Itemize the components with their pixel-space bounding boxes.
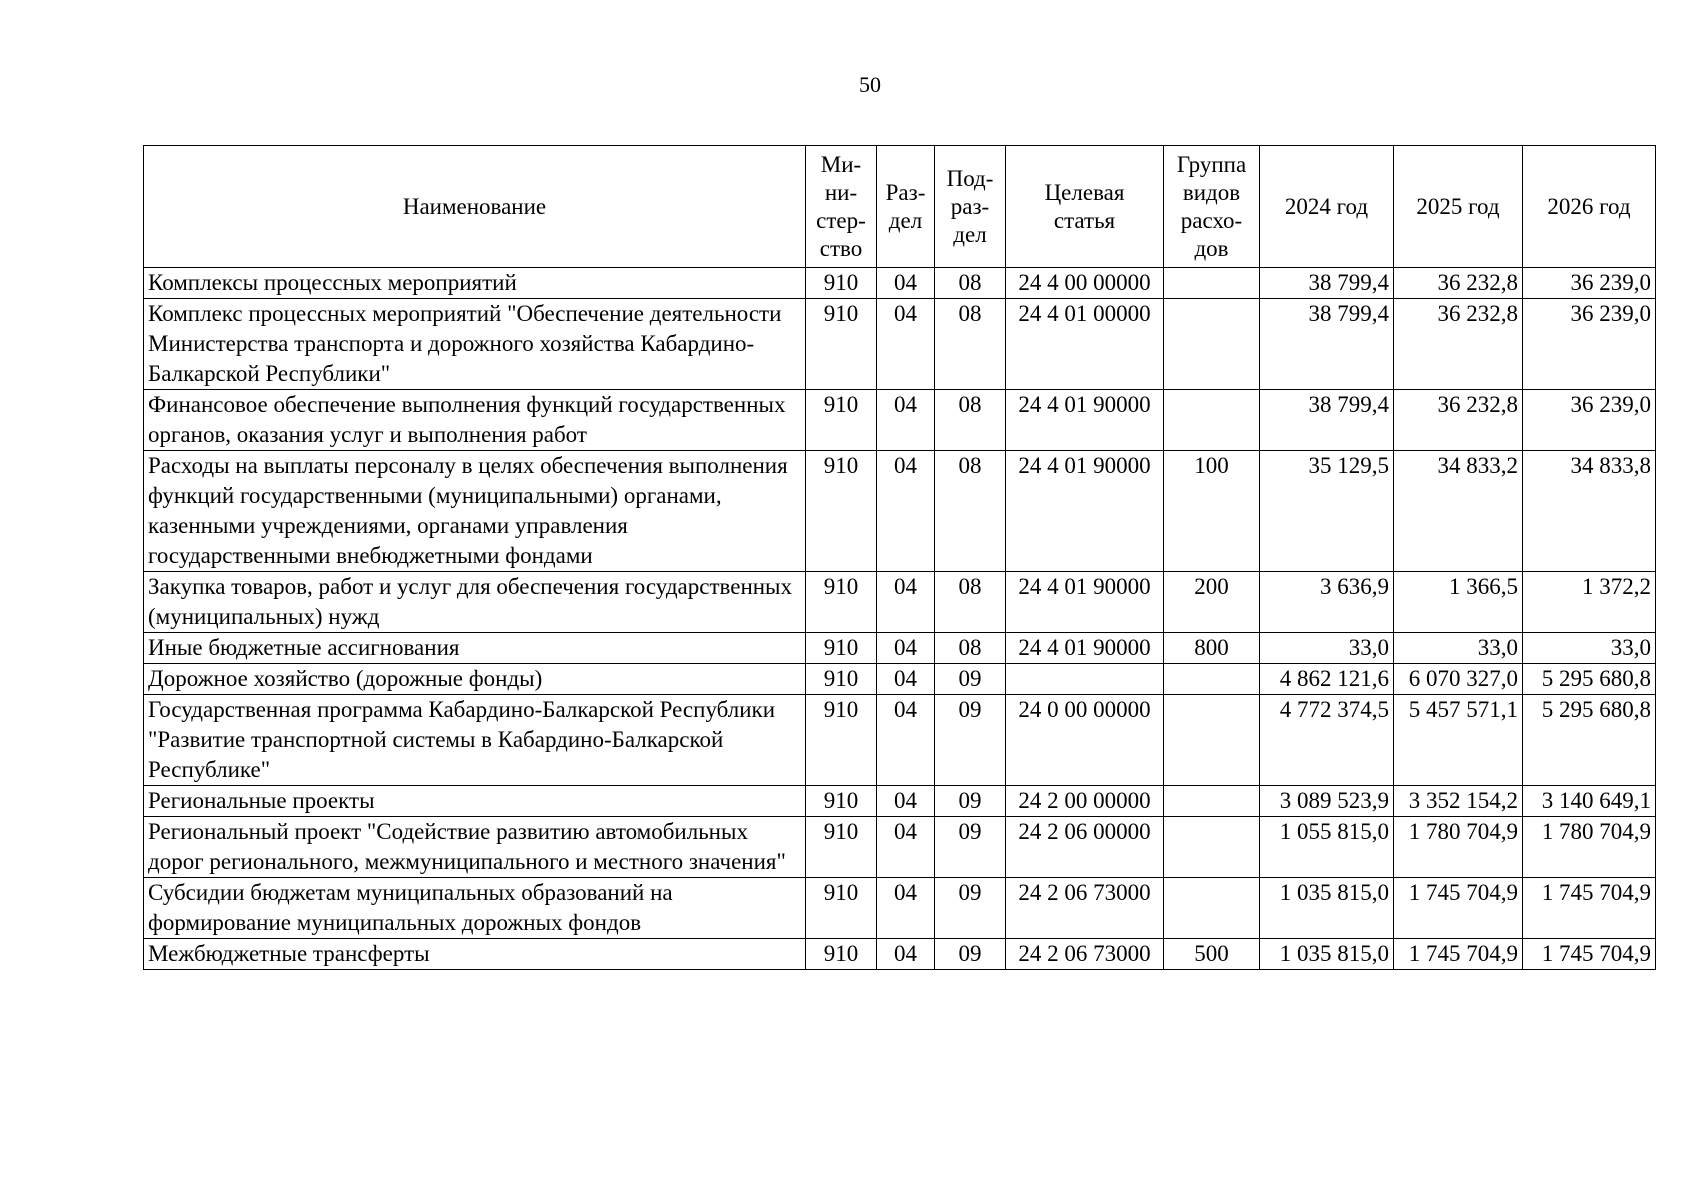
row-amount-2025: 34 833,2 (1394, 451, 1523, 572)
table-row (144, 633, 1656, 664)
row-expense-group (1164, 878, 1260, 939)
row-amount-2024: 3 089 523,9 (1260, 786, 1394, 817)
row-name: Дорожное хозяйство (дорожные фонды) (144, 664, 806, 695)
table-header-row (144, 146, 1656, 268)
table-row (144, 939, 1656, 970)
table-row (144, 390, 1656, 451)
row-subsection: 08 (935, 572, 1006, 633)
row-amount-2026: 36 239,0 (1523, 299, 1656, 390)
row-amount-2026: 1 372,2 (1523, 572, 1656, 633)
page-number: 50 (859, 72, 881, 97)
row-expense-group (1164, 268, 1260, 299)
row-amount-2024: 1 055 815,0 (1260, 817, 1394, 878)
row-section: 04 (877, 695, 935, 786)
row-expense-group: 200 (1164, 572, 1260, 633)
row-section: 04 (877, 572, 935, 633)
row-target-article: 24 4 01 90000 (1006, 451, 1164, 572)
row-section: 04 (877, 451, 935, 572)
row-section: 04 (877, 268, 935, 299)
row-target-article: 24 4 01 90000 (1006, 390, 1164, 451)
row-amount-2024: 4 772 374,5 (1260, 695, 1394, 786)
row-expense-group (1164, 695, 1260, 786)
row-section: 04 (877, 817, 935, 878)
header-section: Раз- дел (877, 146, 935, 268)
row-ministry: 910 (806, 572, 877, 633)
header-year-2024: 2024 год (1260, 146, 1394, 268)
row-subsection: 08 (935, 390, 1006, 451)
row-amount-2024: 35 129,5 (1260, 451, 1394, 572)
row-target-article (1006, 664, 1164, 695)
row-expense-group (1164, 664, 1260, 695)
row-name: Комплекс процессных мероприятий "Обеспечение деятельности Министерства транспорта и дорожного хозяйства Кабардино-Балкарской Республики" (144, 299, 806, 390)
row-ministry: 910 (806, 817, 877, 878)
row-expense-group (1164, 299, 1260, 390)
row-ministry: 910 (806, 299, 877, 390)
row-amount-2024: 33,0 (1260, 633, 1394, 664)
table-row (144, 572, 1656, 633)
table-row (144, 695, 1656, 786)
row-amount-2025: 3 352 154,2 (1394, 786, 1523, 817)
row-amount-2025: 36 232,8 (1394, 299, 1523, 390)
row-amount-2025: 33,0 (1394, 633, 1523, 664)
row-subsection: 08 (935, 268, 1006, 299)
table-row (144, 299, 1656, 390)
row-ministry: 910 (806, 633, 877, 664)
row-section: 04 (877, 878, 935, 939)
row-section: 04 (877, 664, 935, 695)
row-name: Региональные проекты (144, 786, 806, 817)
row-subsection: 08 (935, 451, 1006, 572)
row-target-article: 24 4 01 90000 (1006, 633, 1164, 664)
row-amount-2025: 1 780 704,9 (1394, 817, 1523, 878)
row-subsection: 09 (935, 664, 1006, 695)
row-ministry: 910 (806, 878, 877, 939)
row-name: Государственная программа Кабардино-Балкарской Республики "Развитие транспортной системы в Кабардино-Балкарской Республике" (144, 695, 806, 786)
row-amount-2025: 1 745 704,9 (1394, 878, 1523, 939)
row-target-article: 24 2 06 00000 (1006, 817, 1164, 878)
header-name: Наименование (144, 146, 806, 268)
row-target-article: 24 4 01 00000 (1006, 299, 1164, 390)
row-amount-2026: 1 780 704,9 (1523, 817, 1656, 878)
row-target-article: 24 2 06 73000 (1006, 878, 1164, 939)
row-subsection: 09 (935, 817, 1006, 878)
row-amount-2026: 3 140 649,1 (1523, 786, 1656, 817)
row-subsection: 09 (935, 939, 1006, 970)
row-amount-2024: 38 799,4 (1260, 268, 1394, 299)
row-amount-2024: 38 799,4 (1260, 390, 1394, 451)
row-target-article: 24 0 00 00000 (1006, 695, 1164, 786)
table-row (144, 786, 1656, 817)
row-section: 04 (877, 633, 935, 664)
row-amount-2026: 1 745 704,9 (1523, 939, 1656, 970)
row-name: Региональный проект "Содействие развитию автомобильных дорог регионального, межмуниципального и местного значения" (144, 817, 806, 878)
row-expense-group (1164, 786, 1260, 817)
table-body (144, 268, 1656, 970)
row-section: 04 (877, 299, 935, 390)
row-name: Иные бюджетные ассигнования (144, 633, 806, 664)
row-amount-2026: 1 745 704,9 (1523, 878, 1656, 939)
row-amount-2026: 5 295 680,8 (1523, 664, 1656, 695)
row-expense-group (1164, 390, 1260, 451)
header-year-2026: 2026 год (1523, 146, 1656, 268)
row-ministry: 910 (806, 695, 877, 786)
row-target-article: 24 2 00 00000 (1006, 786, 1164, 817)
row-target-article: 24 4 01 90000 (1006, 572, 1164, 633)
row-ministry: 910 (806, 451, 877, 572)
header-year-2025: 2025 год (1394, 146, 1523, 268)
row-section: 04 (877, 939, 935, 970)
row-section: 04 (877, 390, 935, 451)
row-ministry: 910 (806, 786, 877, 817)
row-section: 04 (877, 786, 935, 817)
header-expense-group: Группа видов расхо- дов (1164, 146, 1260, 268)
table-row (144, 664, 1656, 695)
row-amount-2026: 36 239,0 (1523, 268, 1656, 299)
row-expense-group: 800 (1164, 633, 1260, 664)
row-amount-2024: 3 636,9 (1260, 572, 1394, 633)
row-amount-2026: 33,0 (1523, 633, 1656, 664)
table-row (144, 268, 1656, 299)
row-amount-2026: 34 833,8 (1523, 451, 1656, 572)
row-amount-2024: 4 862 121,6 (1260, 664, 1394, 695)
row-amount-2024: 1 035 815,0 (1260, 878, 1394, 939)
row-name: Межбюджетные трансферты (144, 939, 806, 970)
row-amount-2025: 36 232,8 (1394, 390, 1523, 451)
header-target-article: Целевая статья (1006, 146, 1164, 268)
table-row (144, 817, 1656, 878)
row-amount-2026: 36 239,0 (1523, 390, 1656, 451)
row-amount-2024: 1 035 815,0 (1260, 939, 1394, 970)
row-amount-2025: 1 745 704,9 (1394, 939, 1523, 970)
row-amount-2025: 6 070 327,0 (1394, 664, 1523, 695)
row-amount-2025: 5 457 571,1 (1394, 695, 1523, 786)
row-amount-2025: 36 232,8 (1394, 268, 1523, 299)
row-amount-2024: 38 799,4 (1260, 299, 1394, 390)
row-subsection: 08 (935, 299, 1006, 390)
table-row (144, 451, 1656, 572)
header-ministry: Ми- ни- стер- ство (806, 146, 877, 268)
table-row (144, 878, 1656, 939)
row-name: Закупка товаров, работ и услуг для обеспечения государственных (муниципальных) нужд (144, 572, 806, 633)
row-name: Комплексы процессных мероприятий (144, 268, 806, 299)
row-expense-group: 100 (1164, 451, 1260, 572)
row-name: Финансовое обеспечение выполнения функций государственных органов, оказания услуг и выполнения работ (144, 390, 806, 451)
row-expense-group (1164, 817, 1260, 878)
row-ministry: 910 (806, 939, 877, 970)
budget-table (143, 145, 1656, 970)
row-subsection: 09 (935, 695, 1006, 786)
row-amount-2025: 1 366,5 (1394, 572, 1523, 633)
row-name: Расходы на выплаты персоналу в целях обеспечения выполнения функций государственными (муниципальными) органами, казенными учреждениями, органами управления государственными внебюджетными фондами (144, 451, 806, 572)
row-subsection: 09 (935, 878, 1006, 939)
header-subsection: Под- раз- дел (935, 146, 1006, 268)
row-ministry: 910 (806, 664, 877, 695)
row-amount-2026: 5 295 680,8 (1523, 695, 1656, 786)
row-name: Субсидии бюджетам муниципальных образований на формирование муниципальных дорожных фондов (144, 878, 806, 939)
row-expense-group: 500 (1164, 939, 1260, 970)
row-ministry: 910 (806, 268, 877, 299)
row-ministry: 910 (806, 390, 877, 451)
row-subsection: 08 (935, 633, 1006, 664)
row-target-article: 24 2 06 73000 (1006, 939, 1164, 970)
row-target-article: 24 4 00 00000 (1006, 268, 1164, 299)
row-subsection: 09 (935, 786, 1006, 817)
